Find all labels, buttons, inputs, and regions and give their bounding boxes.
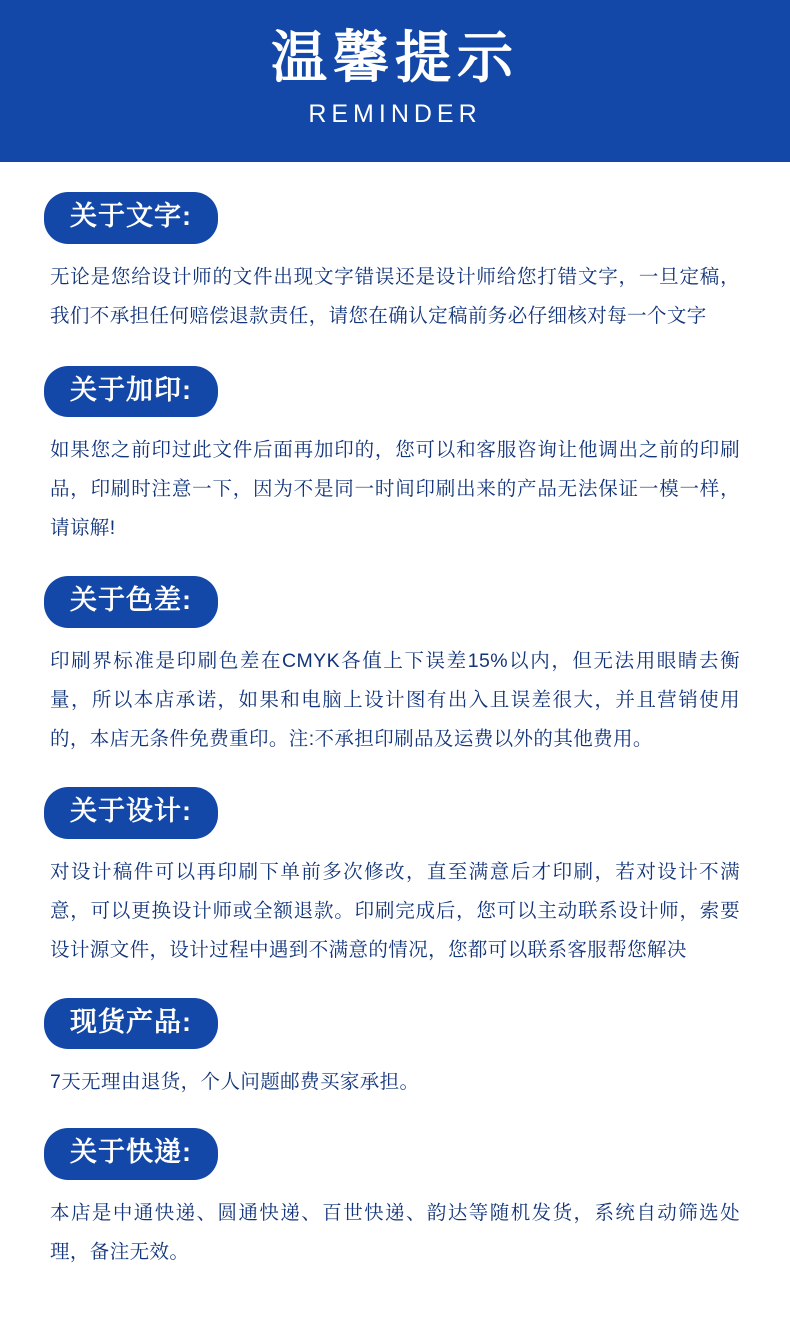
section-heading-wrap-in-stock <box>44 998 764 1050</box>
section-text <box>0 192 790 336</box>
section-heading-text: 关于文字: <box>44 192 218 244</box>
section-in-stock <box>0 998 790 1103</box>
section-design <box>0 787 790 970</box>
section-body-design: 对设计稿件可以再印刷下单前多次修改，直至满意后才印刷，若对设计不满意，可以更换设计师或全额退款。印刷完成后，您可以主动联系设计师，索要设计源文件，设计过程中遇到不满意的情况，您都可以联系客服帮您解决 <box>50 860 740 961</box>
section-body-reprint: 如果您之前印过此文件后面再加印的，您可以和客服咨询让他调出之前的印刷品，印刷时注意一下，因为不是同一时间印刷出来的产品无法保证一模一样，请谅解! <box>50 439 740 540</box>
section-heading-shipping: 关于快递: <box>44 1128 218 1180</box>
section-heading-wrap-design <box>44 787 764 839</box>
page-header <box>0 0 790 162</box>
section-heading-wrap-text <box>44 192 764 244</box>
section-heading-wrap-color-difference <box>44 576 764 628</box>
section-heading-design: 关于设计: <box>44 787 218 839</box>
section-body-in-stock: 7天无理由退货，个人问题邮费买家承担。 <box>50 1071 420 1094</box>
section-body-text: 无论是您给设计师的文件出现文字错误还是设计师给您打错文字，一旦定稿，我们不承担任何赔偿退款责任，请您在确认定稿前务必仔细核对每一个文字 <box>50 265 740 327</box>
section-heading-wrap-reprint <box>44 366 764 418</box>
section-heading-color-difference: 关于色差: <box>44 576 218 628</box>
section-heading-reprint: 关于加印: <box>44 366 218 418</box>
section-color-difference <box>0 576 790 759</box>
page-title: 温馨提示 <box>271 26 519 89</box>
section-heading-in-stock: 现货产品: <box>44 998 218 1050</box>
section-reprint <box>0 366 790 549</box>
section-body-shipping: 本店是中通快递、圆通快递、百世快递、韵达等随机发货，系统自动筛选处理，备注无效。 <box>50 1202 740 1264</box>
page-subtitle: REMINDER <box>308 100 482 129</box>
content-area <box>0 162 790 1323</box>
section-body-color-difference: 印刷界标准是印刷色差在CMYK各值上下误差15%以内，但无法用眼睛去衡量，所以本店承诺，如果和电脑上设计图有出入且误差很大，并且营销使用的，本店无条件免费重印。注:不承担印刷品及运费以外的其他费用。 <box>50 650 740 751</box>
section-heading-wrap-shipping <box>44 1128 764 1180</box>
section-shipping <box>0 1128 790 1272</box>
